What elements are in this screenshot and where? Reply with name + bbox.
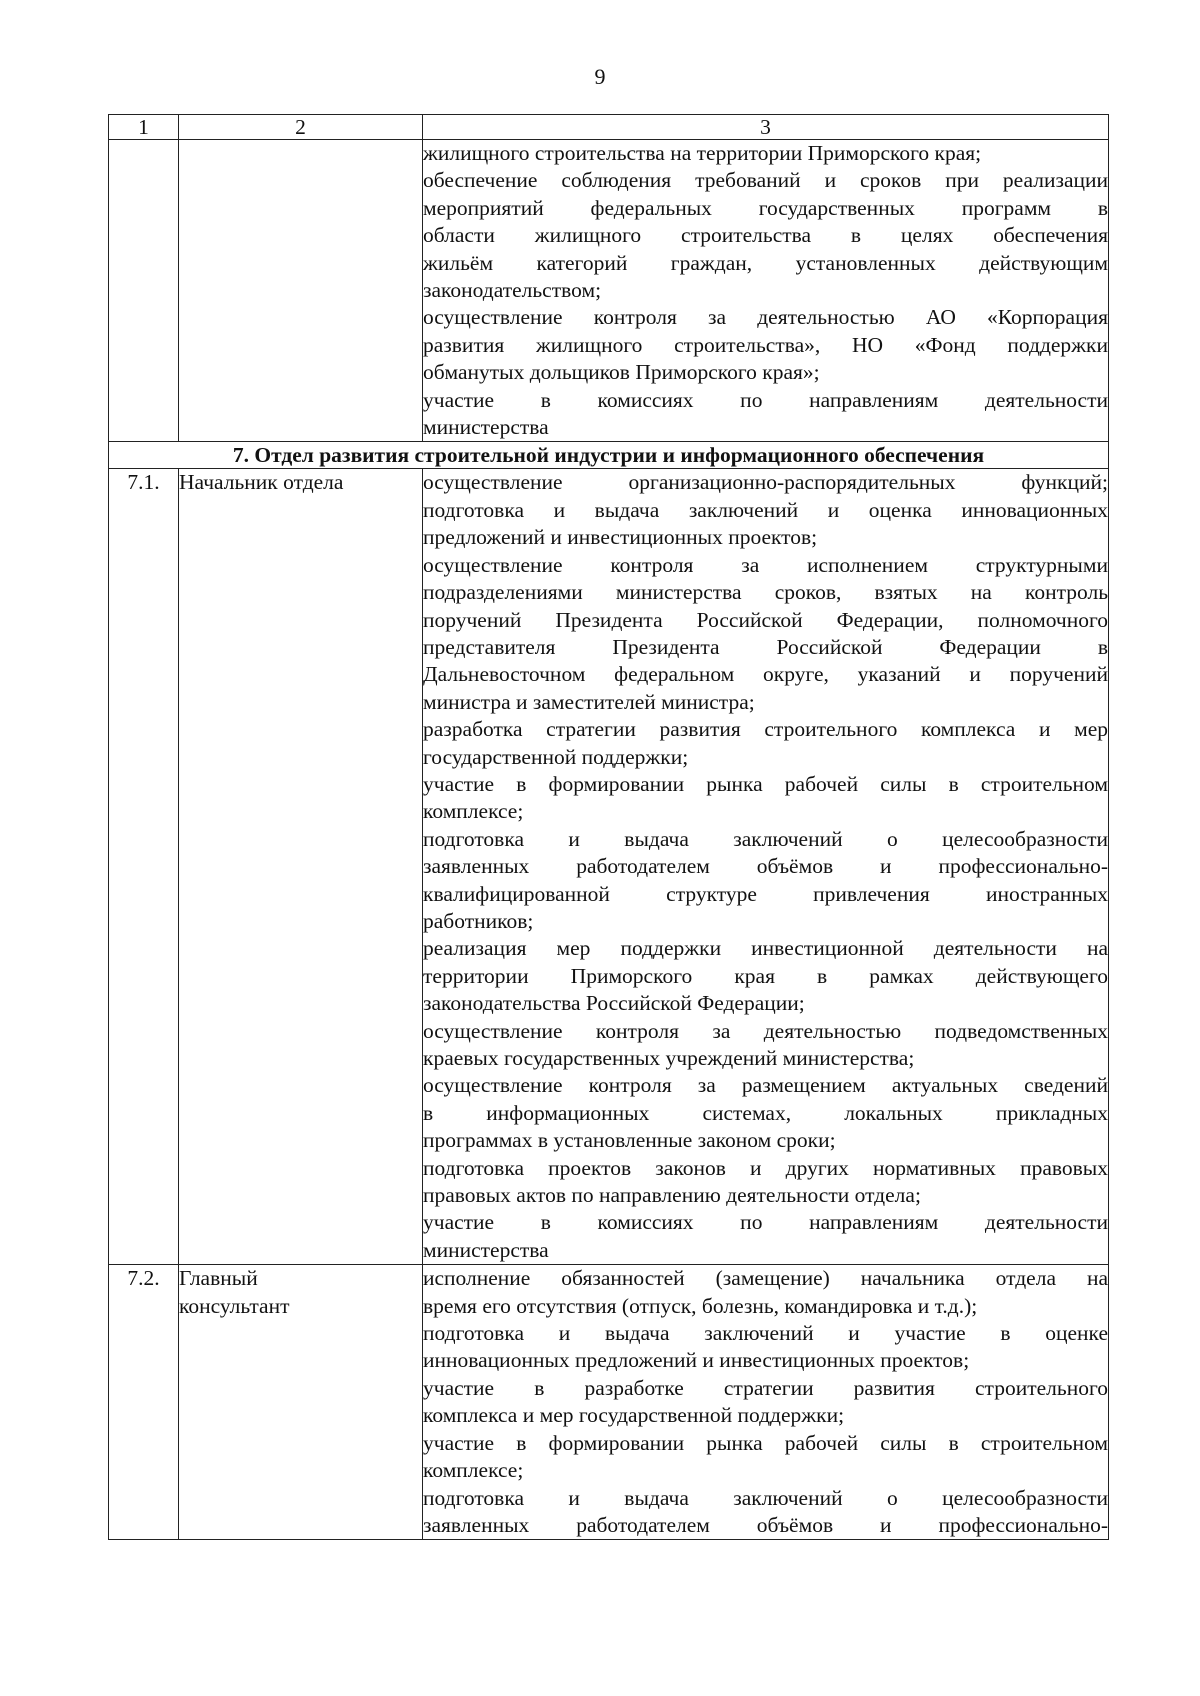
duty-text-line: инновационных предложений и инвестиционных проектов; — [423, 1348, 970, 1373]
duty-text-line: подготовка и выдача заключений и участие в оценке — [423, 1321, 1108, 1346]
duty-text-line: министерства — [423, 415, 549, 440]
duty-text-line: разработка стратегии развития строительного комплекса и мер — [423, 717, 1108, 742]
duty-text-line: обманутых дольщиков Приморского края»; — [423, 360, 820, 385]
header-cell-2: 2 — [179, 115, 423, 140]
duty-text-line: министра и заместителей министра; — [423, 689, 755, 714]
duties-table — [108, 114, 1109, 1540]
duty-text-line: осуществление контроля за исполнением структурными — [423, 552, 1108, 577]
duty-text-line: участие в формировании рынка рабочей силы в строительном — [423, 1430, 1108, 1455]
duty-text-line: программах в установленные законом сроки; — [423, 1128, 836, 1153]
duty-text-line: государственной поддержки; — [423, 744, 689, 769]
duty-text-line: осуществление контроля за деятельностью АО «Корпорация — [423, 305, 1108, 330]
duty-text-line: поручений Президента Российской Федерации, полномочного — [423, 607, 1108, 632]
number-cell — [109, 140, 179, 442]
duties-cell — [423, 1265, 1109, 1540]
duty-text-line: осуществление организационно-распорядительных функций; — [423, 470, 1108, 495]
duty-text-line: в информационных системах, локальных прикладных — [423, 1100, 1108, 1125]
table-row — [109, 1265, 1109, 1540]
position-title-line: Главный — [179, 1266, 258, 1291]
duty-text-line: комплексе; — [423, 1458, 524, 1483]
duty-text-line: комплексе; — [423, 799, 524, 824]
duty-text-line: квалифицированной структуре привлечения иностранных — [423, 881, 1108, 906]
duty-text-line: законодательством; — [423, 278, 602, 303]
duties-cell — [423, 469, 1109, 1265]
duty-text-line: развития жилищного строительства», НО «Фонд поддержки — [423, 332, 1108, 357]
table-header-row — [109, 115, 1109, 140]
table-row-continued — [109, 140, 1109, 442]
duty-text-line: подразделениями министерства сроков, взятых на контроль — [423, 580, 1108, 605]
duty-text-line: подготовка проектов законов и других нормативных правовых — [423, 1155, 1108, 1180]
duty-text-line: работников; — [423, 908, 534, 933]
duty-text-line: представителя Президента Российской Федерации в — [423, 634, 1108, 659]
header-cell-3: 3 — [423, 115, 1109, 140]
position-title-line: Начальник отдела — [179, 470, 344, 495]
page-number: 9 — [594, 64, 606, 89]
duty-text-line: мероприятий федеральных государственных программ в — [423, 195, 1108, 220]
duty-text-line: Дальневосточном федеральном округе, указаний и поручений — [423, 662, 1108, 687]
duty-text-line: осуществление контроля за деятельностью подведомственных — [423, 1018, 1108, 1043]
duty-text-line: осуществление контроля за размещением актуальных сведений — [423, 1073, 1108, 1098]
duty-text-line: области жилищного строительства в целях обеспечения — [423, 223, 1108, 248]
duty-text-line: предложений и инвестиционных проектов; — [423, 525, 818, 550]
duty-text-line: заявленных работодателем объёмов и профессионально- — [423, 1512, 1108, 1537]
duty-text-line: краевых государственных учреждений министерства; — [423, 1046, 915, 1070]
duty-text-line: заявленных работодателем объёмов и профессионально- — [423, 854, 1108, 879]
duty-text-line: жилищного строительства на территории Приморского края; — [423, 141, 982, 165]
duty-text-line: время его отсутствия (отпуск, болезнь, командировка и т.д.); — [423, 1293, 978, 1318]
duty-text-line: реализация мер поддержки инвестиционной деятельности на — [423, 936, 1108, 961]
table-row — [109, 469, 1109, 1265]
section-title: 7. Отдел развития строительной индустрии и информационного обеспечения — [109, 442, 1109, 469]
duty-text-line: правовых актов по направлению деятельности отдела; — [423, 1183, 921, 1208]
duty-text-line: комплекса и мер государственной поддержки; — [423, 1403, 845, 1428]
duty-text-line: участие в комиссиях по направлениям деятельности — [423, 387, 1108, 412]
section-heading-row — [109, 442, 1109, 469]
row-number: 7.1. — [109, 469, 179, 1265]
duty-text-line: жильём категорий граждан, установленных действующим — [423, 250, 1108, 275]
duty-text-line: министерства — [423, 1237, 549, 1262]
duties-cell — [423, 140, 1109, 442]
duty-text-line: законодательства Российской Федерации; — [423, 991, 805, 1016]
duty-text-line: подготовка и выдача заключений о целесообразности — [423, 1485, 1108, 1510]
position-cell — [179, 140, 423, 442]
position-title — [179, 469, 423, 1265]
header-cell-1: 1 — [109, 115, 179, 140]
duty-text-line: подготовка и выдача заключений и оценка инновационных — [423, 497, 1108, 522]
duty-text-line: территории Приморского края в рамках действующего — [423, 963, 1108, 988]
position-title-line: консультант — [179, 1293, 290, 1318]
duty-text-line: участие в разработке стратегии развития строительного — [423, 1375, 1108, 1400]
duty-text-line: участие в формировании рынка рабочей силы в строительном — [423, 771, 1108, 796]
duty-text-line: исполнение обязанностей (замещение) начальника отдела на — [423, 1266, 1108, 1291]
duty-text-line: участие в комиссиях по направлениям деятельности — [423, 1210, 1108, 1235]
position-title — [179, 1265, 423, 1540]
duty-text-line: обеспечение соблюдения требований и сроков при реализации — [423, 168, 1108, 193]
duty-text-line: подготовка и выдача заключений о целесообразности — [423, 826, 1108, 851]
row-number: 7.2. — [109, 1265, 179, 1540]
